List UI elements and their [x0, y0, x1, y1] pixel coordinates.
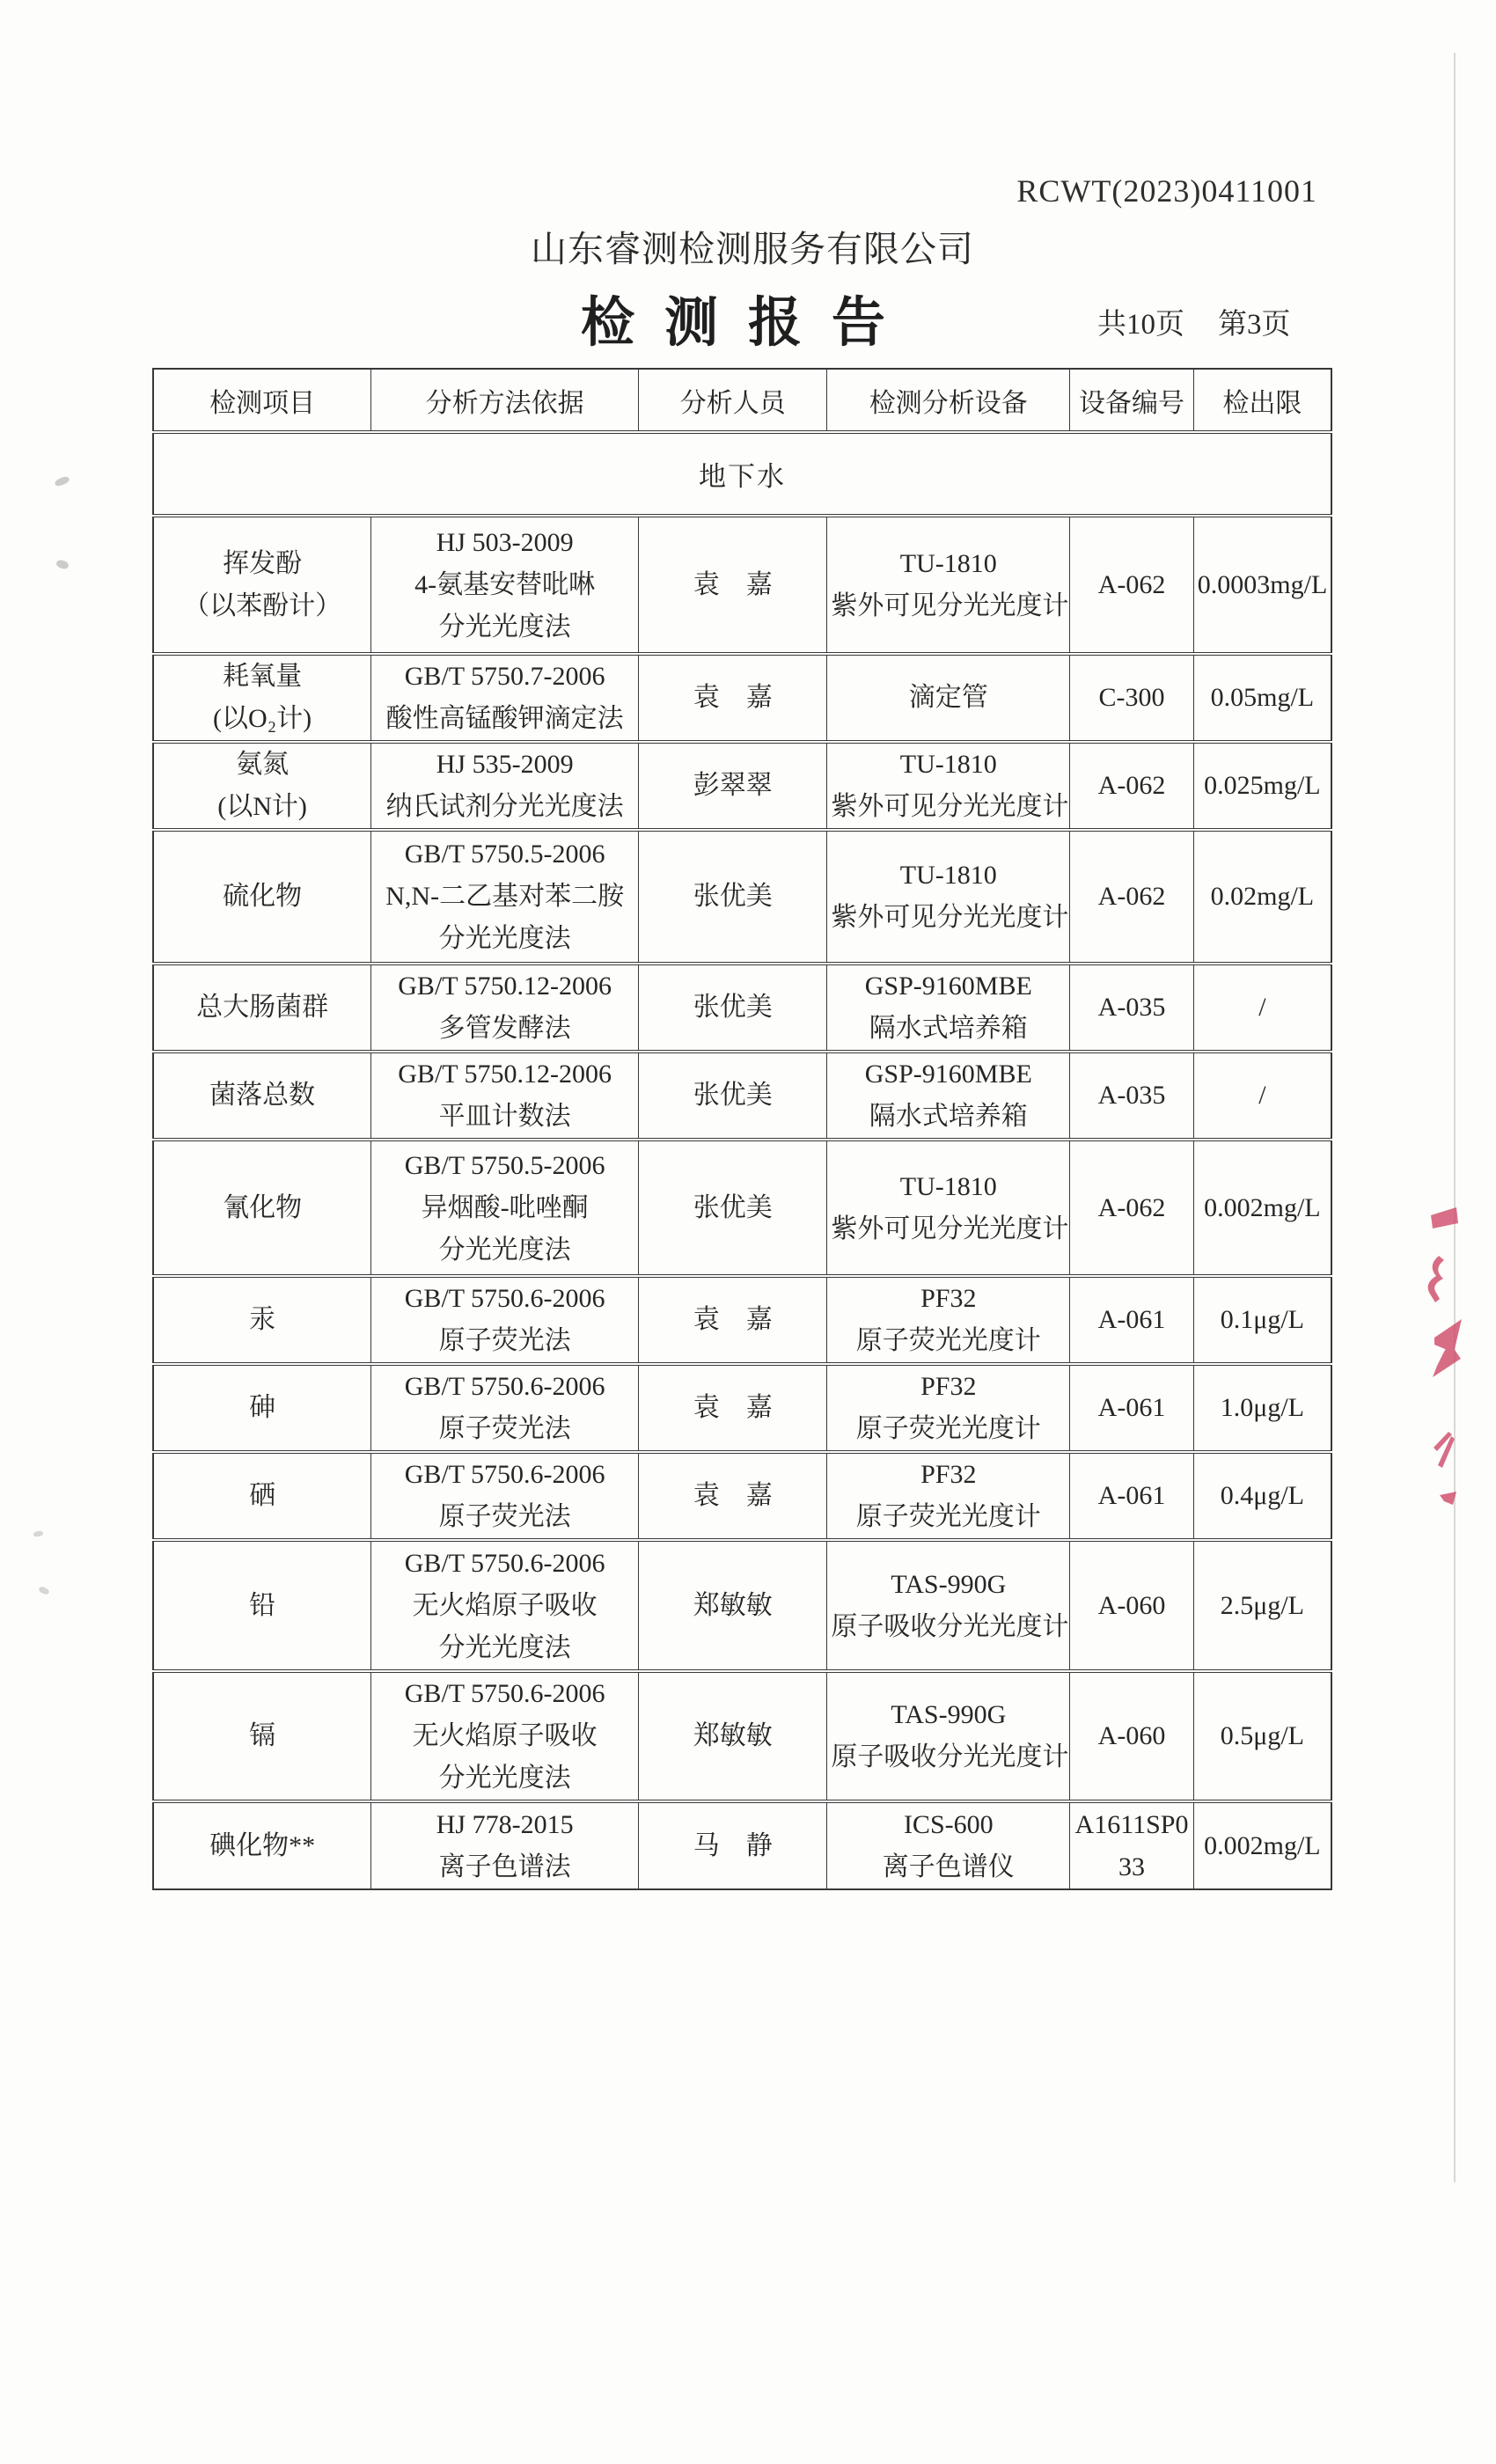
cell-detection-limit: 0.002mg/L: [1193, 1140, 1331, 1276]
cell-test-item: 砷: [153, 1364, 371, 1452]
cell-detection-limit: 0.025mg/L: [1193, 742, 1331, 830]
col-header-equipment: 检测分析设备: [827, 369, 1070, 432]
table-row: [153, 830, 1331, 964]
cell-analyst: 郑敏敏: [639, 1671, 827, 1801]
test-methods-table: [152, 368, 1332, 1890]
table-row: [153, 1276, 1331, 1364]
col-header-detection-limit: 检出限: [1193, 369, 1331, 432]
cell-equipment: TU-1810 紫外可见分光光度计: [827, 742, 1070, 830]
cell-method: GB/T 5750.5-2006 N,N-二乙基对苯二胺 分光光度法: [371, 830, 639, 964]
cell-analyst: 郑敏敏: [639, 1540, 827, 1671]
cell-test-item: 总大肠菌群: [153, 964, 371, 1052]
cell-equipment: GSP-9160MBE 隔水式培养箱: [827, 964, 1070, 1052]
cell-analyst: 张优美: [639, 964, 827, 1052]
section-label: 地下水: [153, 432, 1331, 516]
cell-method: GB/T 5750.5-2006 异烟酸-吡唑酮 分光光度法: [371, 1140, 639, 1276]
cell-detection-limit: 0.1μg/L: [1193, 1276, 1331, 1364]
col-header-analyst: 分析人员: [639, 369, 827, 432]
cell-detection-limit: 0.5μg/L: [1193, 1671, 1331, 1801]
cell-method: GB/T 5750.12-2006 多管发酵法: [371, 964, 639, 1052]
table-row: [153, 964, 1331, 1052]
cell-test-item: 氨氮 (以N计): [153, 742, 371, 830]
cell-equipment: PF32 原子荧光光度计: [827, 1276, 1070, 1364]
scan-artifact: [55, 559, 70, 570]
total-pages-label: 共10页: [1097, 309, 1184, 341]
cell-test-item: 菌落总数: [153, 1052, 371, 1140]
cell-detection-limit: /: [1193, 1052, 1331, 1140]
cell-test-item: 硒: [153, 1452, 371, 1540]
scan-artifact: [54, 475, 70, 488]
pagination: [1097, 301, 1291, 342]
cell-equipment-no: A-062: [1070, 742, 1194, 830]
cell-analyst: 袁 嘉: [639, 1276, 827, 1364]
cell-equipment-no: A-061: [1070, 1276, 1194, 1364]
cell-equipment: PF32 原子荧光光度计: [827, 1452, 1070, 1540]
scan-fold-line: [1454, 53, 1456, 2182]
cell-analyst: 彭翠翠: [639, 742, 827, 830]
cell-test-item: 硫化物: [153, 830, 371, 964]
table-row: [153, 1540, 1331, 1671]
cell-test-item: 镉: [153, 1671, 371, 1801]
cell-detection-limit: 1.0μg/L: [1193, 1364, 1331, 1452]
cell-analyst: 马 静: [639, 1801, 827, 1889]
cell-analyst: 袁 嘉: [639, 516, 827, 654]
cell-method: GB/T 5750.6-2006 无火焰原子吸收 分光光度法: [371, 1540, 639, 1671]
cell-test-item: 挥发酚 （以苯酚计）: [153, 516, 371, 654]
col-header-test-item: 检测项目: [153, 369, 371, 432]
section-row-groundwater: [153, 432, 1331, 516]
cell-equipment-no: A1611SP0 33: [1070, 1801, 1194, 1889]
cell-equipment-no: A-062: [1070, 516, 1194, 654]
cell-detection-limit: 2.5μg/L: [1193, 1540, 1331, 1671]
cell-equipment: PF32 原子荧光光度计: [827, 1364, 1070, 1452]
cell-method: GB/T 5750.6-2006 原子荧光法: [371, 1364, 639, 1452]
cell-analyst: 张优美: [639, 830, 827, 964]
cell-equipment-no: A-061: [1070, 1364, 1194, 1452]
cell-test-item: 汞: [153, 1276, 371, 1364]
cell-equipment: TU-1810 紫外可见分光光度计: [827, 830, 1070, 964]
cell-equipment-no: A-060: [1070, 1671, 1194, 1801]
scan-artifact: [38, 1586, 50, 1595]
table-row: [153, 516, 1331, 654]
cell-method: GB/T 5750.7-2006 酸性高锰酸钾滴定法: [371, 654, 639, 742]
cell-detection-limit: /: [1193, 964, 1331, 1052]
table-row: [153, 1452, 1331, 1540]
table-row: [153, 1140, 1331, 1276]
cell-method: GB/T 5750.6-2006 原子荧光法: [371, 1452, 639, 1540]
cell-method: GB/T 5750.12-2006 平皿计数法: [371, 1052, 639, 1140]
red-stamp-fragments-icon: [1408, 1197, 1478, 1514]
table-row: [153, 1052, 1331, 1140]
cell-analyst: 袁 嘉: [639, 1364, 827, 1452]
cell-test-item: 碘化物**: [153, 1801, 371, 1889]
table-row: [153, 1801, 1331, 1889]
cell-method: HJ 503-2009 4-氨基安替吡啉 分光光度法: [371, 516, 639, 654]
cell-equipment: TU-1810 紫外可见分光光度计: [827, 516, 1070, 654]
cell-analyst: 张优美: [639, 1052, 827, 1140]
cell-test-item: 氰化物: [153, 1140, 371, 1276]
col-header-method: 分析方法依据: [371, 369, 639, 432]
cell-equipment-no: A-062: [1070, 1140, 1194, 1276]
table-row: [153, 654, 1331, 742]
cell-method: GB/T 5750.6-2006 无火焰原子吸收 分光光度法: [371, 1671, 639, 1801]
table-row: [153, 1671, 1331, 1801]
current-page-label: 第3页: [1218, 309, 1291, 341]
report-title: 检测报告: [581, 294, 916, 353]
cell-equipment: TAS-990G 原子吸收分光光度计: [827, 1671, 1070, 1801]
cell-analyst: 袁 嘉: [639, 1452, 827, 1540]
table-row: [153, 1364, 1331, 1452]
cell-equipment: TU-1810 紫外可见分光光度计: [827, 1140, 1070, 1276]
cell-detection-limit: 0.02mg/L: [1193, 830, 1331, 964]
cell-analyst: 张优美: [639, 1140, 827, 1276]
cell-equipment-no: C-300: [1070, 654, 1194, 742]
cell-method: GB/T 5750.6-2006 原子荧光法: [371, 1276, 639, 1364]
cell-equipment-no: A-062: [1070, 830, 1194, 964]
cell-equipment: GSP-9160MBE 隔水式培养箱: [827, 1052, 1070, 1140]
cell-equipment-no: A-035: [1070, 964, 1194, 1052]
cell-analyst: 袁 嘉: [639, 654, 827, 742]
scan-artifact: [33, 1530, 44, 1537]
cell-equipment-no: A-061: [1070, 1452, 1194, 1540]
cell-detection-limit: 0.05mg/L: [1193, 654, 1331, 742]
table-row: [153, 742, 1331, 830]
cell-equipment: TAS-990G 原子吸收分光光度计: [827, 1540, 1070, 1671]
cell-equipment-no: A-060: [1070, 1540, 1194, 1671]
cell-test-item: 耗氧量 (以O₂计): [153, 654, 371, 742]
cell-method: HJ 778-2015 离子色谱法: [371, 1801, 639, 1889]
cell-method: HJ 535-2009 纳氏试剂分光光度法: [371, 742, 639, 830]
cell-equipment-no: A-035: [1070, 1052, 1194, 1140]
col-header-equipment-no: 设备编号: [1070, 369, 1194, 432]
cell-detection-limit: 0.4μg/L: [1193, 1452, 1331, 1540]
cell-equipment: ICS-600 离子色谱仪: [827, 1801, 1070, 1889]
company-name: 山东睿测检测服务有限公司: [531, 229, 974, 269]
cell-equipment: 滴定管: [827, 654, 1070, 742]
report-code: RCWT(2023)0411001: [1016, 173, 1317, 209]
cell-test-item: 铅: [153, 1540, 371, 1671]
table-header-row: [153, 369, 1331, 432]
cell-detection-limit: 0.0003mg/L: [1193, 516, 1331, 654]
cell-detection-limit: 0.002mg/L: [1193, 1801, 1331, 1889]
